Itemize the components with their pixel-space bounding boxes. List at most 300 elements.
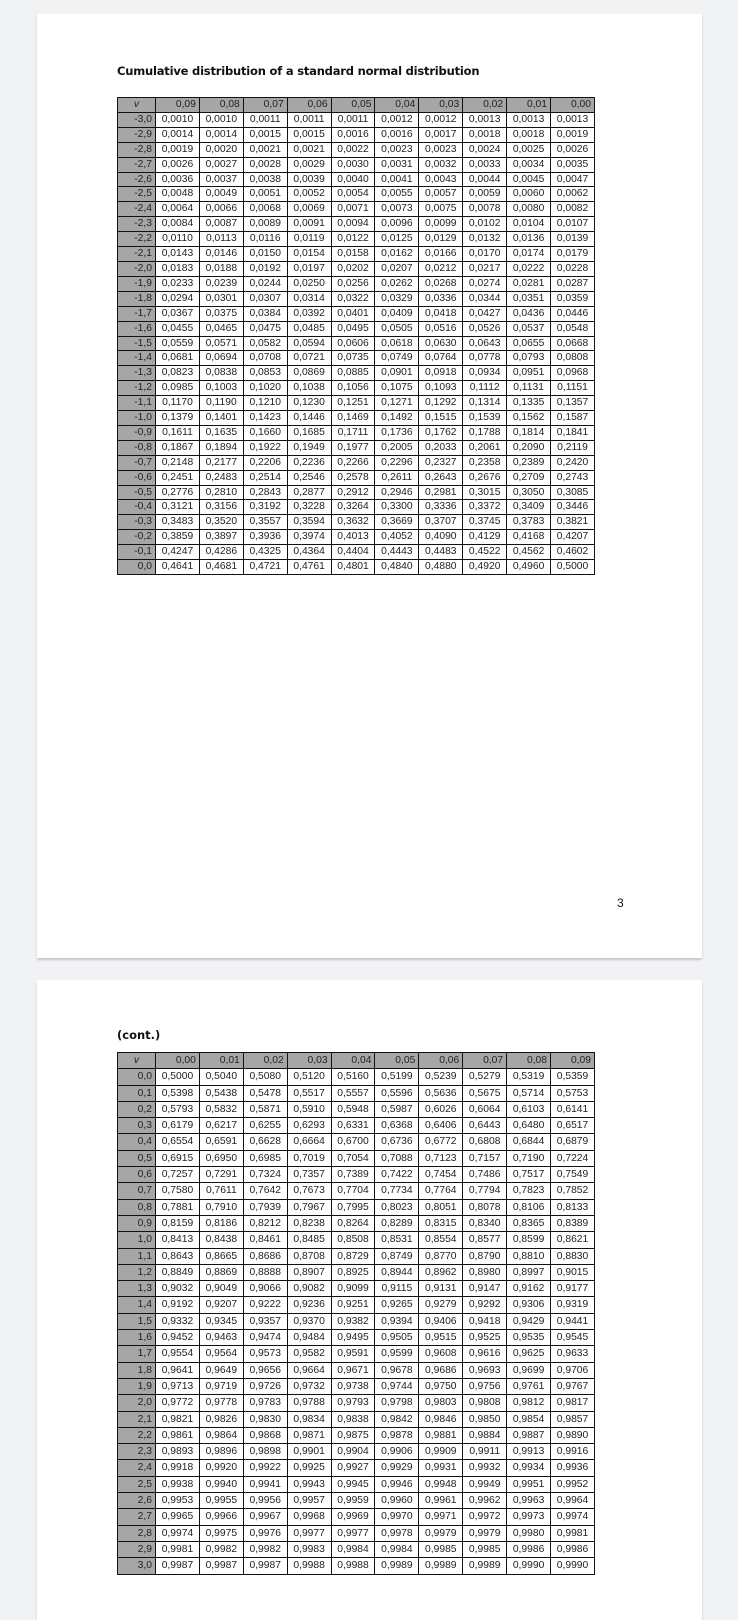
table-cell: 0,9960	[375, 1493, 419, 1509]
table-cell: 0,8830	[551, 1248, 595, 1264]
table-cell: 0,5636	[419, 1085, 463, 1101]
table-cell: 0,9857	[551, 1411, 595, 1427]
table-cell: 0,0026	[156, 157, 200, 172]
table-cell: 0,4052	[375, 530, 419, 545]
table-cell: 0,8962	[419, 1264, 463, 1280]
table-cell: 0,0301	[199, 291, 243, 306]
row-header: -1,0	[118, 411, 156, 426]
table-cell: 0,9292	[463, 1297, 507, 1313]
row-header: 1,6	[118, 1330, 156, 1346]
table-cell: 0,9896	[199, 1444, 243, 1460]
table-cell: 0,8289	[375, 1215, 419, 1231]
table-cell: 0,9963	[507, 1493, 551, 1509]
table-cell: 0,9756	[463, 1378, 507, 1394]
table-cell: 0,0968	[551, 366, 595, 381]
table-cell: 0,5832	[199, 1101, 243, 1117]
row-header: 0,6	[118, 1167, 156, 1183]
table-cell: 0,9406	[419, 1313, 463, 1329]
table-cell: 0,0057	[419, 187, 463, 202]
table-cell: 0,3974	[287, 530, 331, 545]
table-cell: 0,0049	[199, 187, 243, 202]
table-cell: 0,3557	[243, 515, 287, 530]
table-cell: 0,5279	[463, 1069, 507, 1085]
table-row	[118, 515, 595, 530]
table-cell: 0,9988	[287, 1558, 331, 1574]
table-cell: 0,7967	[287, 1199, 331, 1215]
table-cell: 0,0069	[287, 202, 331, 217]
table-row	[118, 1362, 595, 1378]
table-cell: 0,4641	[156, 560, 200, 575]
table-cell: 0,9985	[463, 1541, 507, 1557]
table-cell: 0,0392	[287, 306, 331, 321]
table-cell: 0,1335	[507, 396, 551, 411]
table-cell: 0,7190	[507, 1150, 551, 1166]
table-cell: 0,9966	[199, 1509, 243, 1525]
table-cell: 0,6915	[156, 1150, 200, 1166]
table-cell: 0,3050	[507, 485, 551, 500]
header-row	[118, 98, 595, 113]
table-row	[118, 157, 595, 172]
table-cell: 0,3669	[375, 515, 419, 530]
table-cell: 0,0078	[463, 202, 507, 217]
table-cell: 0,0228	[551, 261, 595, 276]
table-cell: 0,9973	[507, 1509, 551, 1525]
table-cell: 0,2946	[375, 485, 419, 500]
table-cell: 0,5438	[199, 1085, 243, 1101]
table-cell: 0,0082	[551, 202, 595, 217]
table-cell: 0,9887	[507, 1427, 551, 1443]
column-header: 0,01	[507, 98, 551, 113]
table-cell: 0,8944	[375, 1264, 419, 1280]
table-cell: 0,0869	[287, 366, 331, 381]
table-cell: 0,9974	[156, 1525, 200, 1541]
row-header: 1,3	[118, 1281, 156, 1297]
table-cell: 0,9713	[156, 1378, 200, 1394]
table-cell: 0,9952	[551, 1476, 595, 1492]
table-cell: 0,9968	[287, 1509, 331, 1525]
table-cell: 0,5714	[507, 1085, 551, 1101]
table-cell: 0,8340	[463, 1215, 507, 1231]
table-cell: 0,1357	[551, 396, 595, 411]
table-cell: 0,7611	[199, 1183, 243, 1199]
table-cell: 0,9525	[463, 1330, 507, 1346]
table-cell: 0,9971	[419, 1509, 463, 1525]
table-cell: 0,1170	[156, 396, 200, 411]
table-cell: 0,0010	[199, 112, 243, 127]
table-cell: 0,0681	[156, 351, 200, 366]
table-cell: 0,0778	[463, 351, 507, 366]
table-cell: 0,0582	[243, 336, 287, 351]
table-cell: 0,9778	[199, 1395, 243, 1411]
table-cell: 0,0012	[419, 112, 463, 127]
table-cell: 0,8159	[156, 1215, 200, 1231]
table-cell: 0,9693	[463, 1362, 507, 1378]
table-cell: 0,0040	[331, 172, 375, 187]
table-cell: 0,0418	[419, 306, 463, 321]
table-cell: 0,3336	[419, 500, 463, 515]
table-row	[118, 381, 595, 396]
cdf-table-negative	[117, 97, 595, 575]
table-cell: 0,9941	[243, 1476, 287, 1492]
row-header: -1,8	[118, 291, 156, 306]
table-cell: 0,0031	[375, 157, 419, 172]
table-cell: 0,9949	[463, 1476, 507, 1492]
table-cell: 0,3085	[551, 485, 595, 500]
row-header: -0,2	[118, 530, 156, 545]
table-cell: 0,8997	[507, 1264, 551, 1280]
table-cell: 0,9463	[199, 1330, 243, 1346]
table-cell: 0,4721	[243, 560, 287, 575]
table-row	[118, 1476, 595, 1492]
table-cell: 0,0708	[243, 351, 287, 366]
table-row	[118, 1525, 595, 1541]
row-header: -0,7	[118, 455, 156, 470]
table-cell: 0,9938	[156, 1476, 200, 1492]
row-header: -1,5	[118, 336, 156, 351]
table-cell: 0,5517	[287, 1085, 331, 1101]
table-row	[118, 1509, 595, 1525]
table-row	[118, 1281, 595, 1297]
row-header: 2,5	[118, 1476, 156, 1492]
table-cell: 0,9982	[199, 1541, 243, 1557]
table-cell: 0,0233	[156, 276, 200, 291]
table-cell: 0,2514	[243, 470, 287, 485]
table-cell: 0,9918	[156, 1460, 200, 1476]
table-cell: 0,8925	[331, 1264, 375, 1280]
table-cell: 0,9901	[287, 1444, 331, 1460]
table-cell: 0,0010	[156, 112, 200, 127]
table-cell: 0,2676	[463, 470, 507, 485]
table-cell: 0,2776	[156, 485, 200, 500]
table-cell: 0,1587	[551, 411, 595, 426]
table-cell: 0,5000	[156, 1069, 200, 1085]
table-cell: 0,1003	[199, 381, 243, 396]
table-cell: 0,9664	[287, 1362, 331, 1378]
row-header: 0,9	[118, 1215, 156, 1231]
table-row	[118, 112, 595, 127]
table-cell: 0,7673	[287, 1183, 331, 1199]
table-cell: 0,9986	[551, 1541, 595, 1557]
table-cell: 0,0029	[287, 157, 331, 172]
table-cell: 0,9988	[331, 1558, 375, 1574]
table-cell: 0,0162	[375, 247, 419, 262]
table-cell: 0,5239	[419, 1069, 463, 1085]
table-cell: 0,3228	[287, 500, 331, 515]
table-cell: 0,0080	[507, 202, 551, 217]
row-header: -2,5	[118, 187, 156, 202]
table-cell: 0,9890	[551, 1427, 595, 1443]
table-cell: 0,0192	[243, 261, 287, 276]
table-cell: 0,1922	[243, 440, 287, 455]
table-cell: 0,8389	[551, 1215, 595, 1231]
table-cell: 0,4364	[287, 545, 331, 560]
table-cell: 0,8790	[463, 1248, 507, 1264]
table-cell: 0,5793	[156, 1101, 200, 1117]
table-cell: 0,0281	[507, 276, 551, 291]
table-cell: 0,9671	[331, 1362, 375, 1378]
table-cell: 0,0170	[463, 247, 507, 262]
table-cell: 0,2005	[375, 440, 419, 455]
column-header: 0,08	[507, 1053, 551, 1069]
table-cell: 0,9920	[199, 1460, 243, 1476]
table-cell: 0,3483	[156, 515, 200, 530]
table-cell: 0,3192	[243, 500, 287, 515]
table-cell: 0,9131	[419, 1281, 463, 1297]
row-header: 2,4	[118, 1460, 156, 1476]
table-cell: 0,2389	[507, 455, 551, 470]
table-cell: 0,0329	[375, 291, 419, 306]
table-cell: 0,7939	[243, 1199, 287, 1215]
table-cell: 0,4325	[243, 545, 287, 560]
table-cell: 0,0011	[287, 112, 331, 127]
table-cell: 0,7823	[507, 1183, 551, 1199]
table-cell: 0,0021	[243, 142, 287, 157]
table-row	[118, 1248, 595, 1264]
column-header: 0,04	[331, 1053, 375, 1069]
table-cell: 0,1977	[331, 440, 375, 455]
row-header: 1,1	[118, 1248, 156, 1264]
table-cell: 0,5753	[551, 1085, 595, 1101]
table-cell: 0,9927	[331, 1460, 375, 1476]
table-cell: 0,3372	[463, 500, 507, 515]
table-cell: 0,1562	[507, 411, 551, 426]
table-row	[118, 261, 595, 276]
table-cell: 0,9922	[243, 1460, 287, 1476]
table-row	[118, 470, 595, 485]
table-cell: 0,9990	[507, 1558, 551, 1574]
table-cell: 0,9616	[463, 1346, 507, 1362]
row-header: 0,1	[118, 1085, 156, 1101]
table-cell: 0,0222	[507, 261, 551, 276]
table-cell: 0,8531	[375, 1232, 419, 1248]
table-cell: 0,9767	[551, 1378, 595, 1394]
table-cell: 0,0027	[199, 157, 243, 172]
table-cell: 0,0073	[375, 202, 419, 217]
table-cell: 0,0017	[419, 127, 463, 142]
table-cell: 0,2177	[199, 455, 243, 470]
table-cell: 0,9830	[243, 1411, 287, 1427]
table-cell: 0,9881	[419, 1427, 463, 1443]
table-cell: 0,9783	[243, 1395, 287, 1411]
table-cell: 0,9726	[243, 1378, 287, 1394]
table-cell: 0,0038	[243, 172, 287, 187]
table-cell: 0,9983	[287, 1541, 331, 1557]
table-cell: 0,8907	[287, 1264, 331, 1280]
table-cell: 0,8729	[331, 1248, 375, 1264]
table-cell: 0,0934	[463, 366, 507, 381]
table-row	[118, 1346, 595, 1362]
table-cell: 0,9989	[463, 1558, 507, 1574]
table-cell: 0,9625	[507, 1346, 551, 1362]
table-cell: 0,0158	[331, 247, 375, 262]
table-cell: 0,0427	[463, 306, 507, 321]
table-cell: 0,1038	[287, 381, 331, 396]
table-cell: 0,1210	[243, 396, 287, 411]
table-cell: 0,9495	[331, 1330, 375, 1346]
table-cell: 0,1190	[199, 396, 243, 411]
table-cell: 0,0694	[199, 351, 243, 366]
table-cell: 0,4207	[551, 530, 595, 545]
table-cell: 0,1131	[507, 381, 551, 396]
column-header: 0,01	[199, 1053, 243, 1069]
table-cell: 0,8770	[419, 1248, 463, 1264]
column-header: 0,03	[419, 98, 463, 113]
table-cell: 0,9656	[243, 1362, 287, 1378]
table-cell: 0,9678	[375, 1362, 419, 1378]
table-cell: 0,3821	[551, 515, 595, 530]
table-cell: 0,4247	[156, 545, 200, 560]
table-cell: 0,7642	[243, 1183, 287, 1199]
row-header: -2,1	[118, 247, 156, 262]
table-cell: 0,0059	[463, 187, 507, 202]
table-cell: 0,9251	[331, 1297, 375, 1313]
table-cell: 0,0064	[156, 202, 200, 217]
table-cell: 0,9591	[331, 1346, 375, 1362]
table-cell: 0,3859	[156, 530, 200, 545]
table-row	[118, 142, 595, 157]
table-row	[118, 411, 595, 426]
table-cell: 0,7291	[199, 1167, 243, 1183]
table-row	[118, 336, 595, 351]
table-cell: 0,8980	[463, 1264, 507, 1280]
table-cell: 0,1814	[507, 425, 551, 440]
table-cell: 0,3594	[287, 515, 331, 530]
table-cell: 0,0749	[375, 351, 419, 366]
row-header: 2,0	[118, 1395, 156, 1411]
table-cell: 0,0183	[156, 261, 200, 276]
table-cell: 0,1711	[331, 425, 375, 440]
table-cell: 0,6480	[507, 1118, 551, 1134]
table-cell: 0,7486	[463, 1167, 507, 1183]
table-row	[118, 1232, 595, 1248]
table-cell: 0,9744	[375, 1378, 419, 1394]
table-cell: 0,1660	[243, 425, 287, 440]
table-cell: 0,0068	[243, 202, 287, 217]
table-cell: 0,0110	[156, 232, 200, 247]
table-cell: 0,9955	[199, 1493, 243, 1509]
table-cell: 0,9429	[507, 1313, 551, 1329]
table-cell: 0,9834	[287, 1411, 331, 1427]
table-cell: 0,9554	[156, 1346, 200, 1362]
table-cell: 0,0287	[551, 276, 595, 291]
table-cell: 0,9962	[463, 1493, 507, 1509]
table-row	[118, 530, 595, 545]
table-cell: 0,0630	[419, 336, 463, 351]
table-cell: 0,9850	[463, 1411, 507, 1427]
table-cell: 0,0594	[287, 336, 331, 351]
table-title: Cumulative distribution of a standard normal distribution	[117, 64, 480, 78]
table-cell: 0,0028	[243, 157, 287, 172]
table-cell: 0,6879	[551, 1134, 595, 1150]
table-cell: 0,0307	[243, 291, 287, 306]
table-cell: 0,0174	[507, 247, 551, 262]
cdf-table-positive	[117, 1052, 595, 1575]
column-header: 0,05	[331, 98, 375, 113]
table-cell: 0,0250	[287, 276, 331, 291]
table-cell: 0,0094	[331, 217, 375, 232]
table-row	[118, 232, 595, 247]
table-cell: 0,0446	[551, 306, 595, 321]
header-row	[118, 1053, 595, 1069]
table-cell: 0,0018	[463, 127, 507, 142]
table-cell: 0,9986	[507, 1541, 551, 1557]
table-cell: 0,0154	[287, 247, 331, 262]
table-cell: 0,5359	[551, 1069, 595, 1085]
row-header: -0,6	[118, 470, 156, 485]
table-cell: 0,0217	[463, 261, 507, 276]
table-cell: 0,9032	[156, 1281, 200, 1297]
table-cell: 0,5000	[551, 560, 595, 575]
table-cell: 0,2981	[419, 485, 463, 500]
table-cell: 0,8078	[463, 1199, 507, 1215]
table-cell: 0,5478	[243, 1085, 287, 1101]
table-cell: 0,9974	[551, 1509, 595, 1525]
table-cell: 0,0918	[419, 366, 463, 381]
table-cell: 0,9686	[419, 1362, 463, 1378]
table-cell: 0,4443	[375, 545, 419, 560]
table-cell: 0,5120	[287, 1069, 331, 1085]
table-cell: 0,0436	[507, 306, 551, 321]
table-cell: 0,9788	[287, 1395, 331, 1411]
table-cell: 0,9177	[551, 1281, 595, 1297]
table-cell: 0,9535	[507, 1330, 551, 1346]
table-cell: 0,0060	[507, 187, 551, 202]
table-cell: 0,3015	[463, 485, 507, 500]
table-cell: 0,6844	[507, 1134, 551, 1150]
table-cell: 0,0351	[507, 291, 551, 306]
table-cell: 0,0125	[375, 232, 419, 247]
table-cell: 0,0096	[375, 217, 419, 232]
table-cell: 0,5987	[375, 1101, 419, 1117]
table-cell: 0,0066	[199, 202, 243, 217]
table-row	[118, 560, 595, 575]
table-row	[118, 1541, 595, 1557]
table-cell: 0,0033	[463, 157, 507, 172]
header-v: v	[118, 1053, 156, 1069]
row-header: -2,9	[118, 127, 156, 142]
row-header: 0,2	[118, 1101, 156, 1117]
table-cell: 0,1788	[463, 425, 507, 440]
table-cell: 0,1867	[156, 440, 200, 455]
table-cell: 0,4522	[463, 545, 507, 560]
table-cell: 0,0024	[463, 142, 507, 157]
table-cell: 0,4483	[419, 545, 463, 560]
table-cell: 0,6293	[287, 1118, 331, 1134]
table-cell: 0,7454	[419, 1167, 463, 1183]
table-row	[118, 1069, 595, 1085]
table-cell: 0,9115	[375, 1281, 419, 1297]
table-cell: 0,9761	[507, 1378, 551, 1394]
table-cell: 0,9846	[419, 1411, 463, 1427]
table-cell: 0,9956	[243, 1493, 287, 1509]
table-cell: 0,0062	[551, 187, 595, 202]
table-cell: 0,0985	[156, 381, 200, 396]
table-cell: 0,5040	[199, 1069, 243, 1085]
table-cell: 0,0793	[507, 351, 551, 366]
table-cell: 0,7357	[287, 1167, 331, 1183]
table-cell: 0,9319	[551, 1297, 595, 1313]
row-header: -2,2	[118, 232, 156, 247]
table-cell: 0,4761	[287, 560, 331, 575]
table-cell: 0,0030	[331, 157, 375, 172]
table-cell: 0,0089	[243, 217, 287, 232]
table-cell: 0,0044	[463, 172, 507, 187]
table-row	[118, 127, 595, 142]
table-cell: 0,0045	[507, 172, 551, 187]
row-header: 0,3	[118, 1118, 156, 1134]
table-cell: 0,1611	[156, 425, 200, 440]
table-cell: 0,6217	[199, 1118, 243, 1134]
